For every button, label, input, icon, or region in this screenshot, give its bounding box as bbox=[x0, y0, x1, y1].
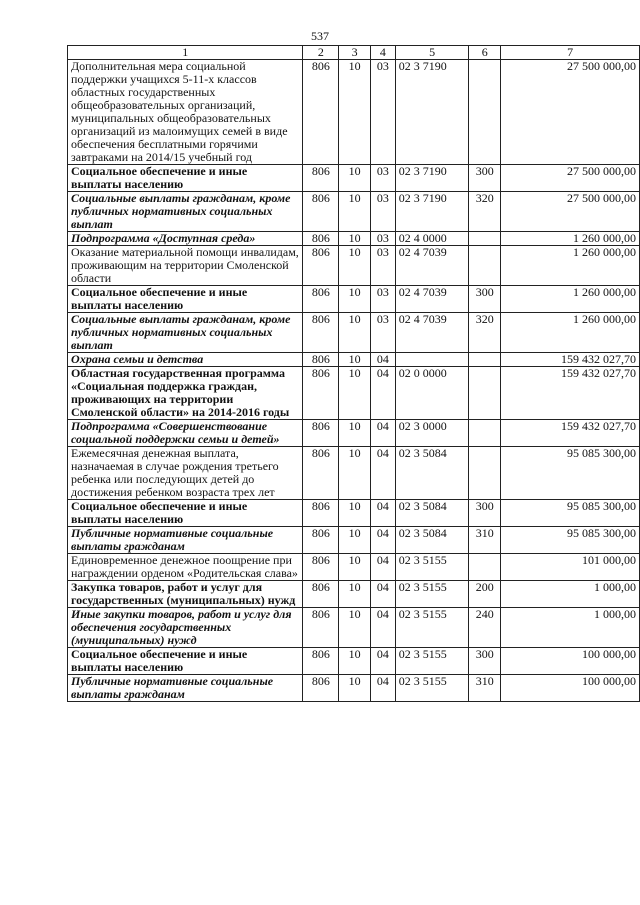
target-article-code-cell: 02 4 7039 bbox=[395, 246, 469, 286]
section-code-cell: 10 bbox=[339, 527, 371, 554]
item-name-cell: Социальное обеспечение и иные выплаты населению bbox=[68, 648, 303, 675]
amount-cell: 27 500 000,00 bbox=[501, 192, 640, 232]
expense-type-code-cell bbox=[469, 447, 501, 500]
expense-type-code-cell: 300 bbox=[469, 648, 501, 675]
target-article-code-cell: 02 4 0000 bbox=[395, 232, 469, 246]
amount-cell: 95 085 300,00 bbox=[501, 527, 640, 554]
item-name-cell: Закупка товаров, работ и услуг для государственных (муниципальных) нужд bbox=[68, 581, 303, 608]
ministry-code-cell: 806 bbox=[303, 648, 339, 675]
table-header-row bbox=[68, 46, 640, 60]
item-name-cell: Публичные нормативные социальные выплаты гражданам bbox=[68, 527, 303, 554]
table-row bbox=[68, 420, 640, 447]
ministry-code-cell: 806 bbox=[303, 554, 339, 581]
ministry-code-cell: 806 bbox=[303, 286, 339, 313]
target-article-code-cell: 02 3 5155 bbox=[395, 608, 469, 648]
expense-type-code-cell bbox=[469, 367, 501, 420]
target-article-code-cell: 02 3 5155 bbox=[395, 581, 469, 608]
expense-type-code-cell: 300 bbox=[469, 286, 501, 313]
ministry-code-cell: 806 bbox=[303, 420, 339, 447]
target-article-code-cell: 02 3 5155 bbox=[395, 554, 469, 581]
amount-cell: 159 432 027,70 bbox=[501, 353, 640, 367]
subsection-code-cell: 03 bbox=[370, 192, 395, 232]
item-name-cell: Подпрограмма «Доступная среда» bbox=[68, 232, 303, 246]
table-row bbox=[68, 192, 640, 232]
expense-type-code-cell bbox=[469, 246, 501, 286]
expense-type-code-cell: 310 bbox=[469, 527, 501, 554]
subsection-code-cell: 04 bbox=[370, 447, 395, 500]
item-name-cell: Социальное обеспечение и иные выплаты населению bbox=[68, 165, 303, 192]
section-code-cell: 10 bbox=[339, 675, 371, 702]
budget-table bbox=[67, 45, 640, 702]
target-article-code-cell: 02 4 7039 bbox=[395, 286, 469, 313]
amount-cell: 1 260 000,00 bbox=[501, 313, 640, 353]
table-row bbox=[68, 246, 640, 286]
table-row bbox=[68, 353, 640, 367]
amount-cell: 100 000,00 bbox=[501, 675, 640, 702]
table-row bbox=[68, 608, 640, 648]
amount-cell: 101 000,00 bbox=[501, 554, 640, 581]
amount-cell: 1 000,00 bbox=[501, 581, 640, 608]
subsection-code-cell: 03 bbox=[370, 60, 395, 165]
ministry-code-cell: 806 bbox=[303, 500, 339, 527]
amount-cell: 27 500 000,00 bbox=[501, 60, 640, 165]
section-code-cell: 10 bbox=[339, 286, 371, 313]
target-article-code-cell: 02 3 5084 bbox=[395, 447, 469, 500]
target-article-code-cell: 02 3 5155 bbox=[395, 648, 469, 675]
table-row bbox=[68, 60, 640, 165]
section-code-cell: 10 bbox=[339, 60, 371, 165]
table-row bbox=[68, 554, 640, 581]
expense-type-code-cell: 300 bbox=[469, 500, 501, 527]
table-row bbox=[68, 648, 640, 675]
item-name-cell: Социальное обеспечение и иные выплаты населению bbox=[68, 286, 303, 313]
target-article-code-cell bbox=[395, 353, 469, 367]
expense-type-code-cell: 300 bbox=[469, 165, 501, 192]
subsection-code-cell: 03 bbox=[370, 313, 395, 353]
subsection-code-cell: 03 bbox=[370, 246, 395, 286]
subsection-code-cell: 04 bbox=[370, 527, 395, 554]
amount-cell: 27 500 000,00 bbox=[501, 165, 640, 192]
ministry-code-cell: 806 bbox=[303, 313, 339, 353]
amount-cell: 95 085 300,00 bbox=[501, 447, 640, 500]
item-name-cell: Публичные нормативные социальные выплаты гражданам bbox=[68, 675, 303, 702]
table-row bbox=[68, 232, 640, 246]
table-row bbox=[68, 165, 640, 192]
target-article-code-cell: 02 0 0000 bbox=[395, 367, 469, 420]
subsection-code-cell: 04 bbox=[370, 500, 395, 527]
ministry-code-cell: 806 bbox=[303, 192, 339, 232]
amount-cell: 100 000,00 bbox=[501, 648, 640, 675]
ministry-code-cell: 806 bbox=[303, 527, 339, 554]
item-name-cell: Единовременное денежное поощрение при награждении орденом «Родительская слава» bbox=[68, 554, 303, 581]
column-header-6: 6 bbox=[469, 46, 501, 60]
ministry-code-cell: 806 bbox=[303, 608, 339, 648]
section-code-cell: 10 bbox=[339, 192, 371, 232]
section-code-cell: 10 bbox=[339, 554, 371, 581]
subsection-code-cell: 04 bbox=[370, 353, 395, 367]
expense-type-code-cell bbox=[469, 420, 501, 447]
subsection-code-cell: 03 bbox=[370, 286, 395, 313]
section-code-cell: 10 bbox=[339, 165, 371, 192]
column-header-7: 7 bbox=[501, 46, 640, 60]
column-header-3: 3 bbox=[339, 46, 371, 60]
target-article-code-cell: 02 3 5155 bbox=[395, 675, 469, 702]
expense-type-code-cell: 320 bbox=[469, 313, 501, 353]
amount-cell: 1 260 000,00 bbox=[501, 286, 640, 313]
ministry-code-cell: 806 bbox=[303, 246, 339, 286]
target-article-code-cell: 02 3 7190 bbox=[395, 192, 469, 232]
expense-type-code-cell: 240 bbox=[469, 608, 501, 648]
amount-cell: 1 260 000,00 bbox=[501, 232, 640, 246]
section-code-cell: 10 bbox=[339, 500, 371, 527]
subsection-code-cell: 04 bbox=[370, 420, 395, 447]
target-article-code-cell: 02 3 7190 bbox=[395, 165, 469, 192]
section-code-cell: 10 bbox=[339, 353, 371, 367]
amount-cell: 159 432 027,70 bbox=[501, 420, 640, 447]
expense-type-code-cell bbox=[469, 60, 501, 165]
table-row bbox=[68, 286, 640, 313]
section-code-cell: 10 bbox=[339, 420, 371, 447]
subsection-code-cell: 04 bbox=[370, 554, 395, 581]
table-row bbox=[68, 447, 640, 500]
expense-type-code-cell: 310 bbox=[469, 675, 501, 702]
section-code-cell: 10 bbox=[339, 608, 371, 648]
ministry-code-cell: 806 bbox=[303, 367, 339, 420]
section-code-cell: 10 bbox=[339, 367, 371, 420]
target-article-code-cell: 02 3 5084 bbox=[395, 527, 469, 554]
item-name-cell: Социальные выплаты гражданам, кроме публичных нормативных социальных выплат bbox=[68, 313, 303, 353]
subsection-code-cell: 04 bbox=[370, 648, 395, 675]
target-article-code-cell: 02 3 0000 bbox=[395, 420, 469, 447]
item-name-cell: Охрана семьи и детства bbox=[68, 353, 303, 367]
item-name-cell: Подпрограмма «Совершенствование социальной поддержки семьи и детей» bbox=[68, 420, 303, 447]
section-code-cell: 10 bbox=[339, 246, 371, 286]
ministry-code-cell: 806 bbox=[303, 581, 339, 608]
section-code-cell: 10 bbox=[339, 581, 371, 608]
item-name-cell: Областная государственная программа «Социальная поддержка граждан, проживающих на территории Смоленской области» на 2014-2016 годы bbox=[68, 367, 303, 420]
section-code-cell: 10 bbox=[339, 313, 371, 353]
subsection-code-cell: 04 bbox=[370, 367, 395, 420]
expense-type-code-cell bbox=[469, 353, 501, 367]
column-header-4: 4 bbox=[370, 46, 395, 60]
item-name-cell: Иные закупки товаров, работ и услуг для обеспечения государственных (муниципальных) нужд bbox=[68, 608, 303, 648]
subsection-code-cell: 04 bbox=[370, 581, 395, 608]
ministry-code-cell: 806 bbox=[303, 447, 339, 500]
subsection-code-cell: 04 bbox=[370, 675, 395, 702]
section-code-cell: 10 bbox=[339, 232, 371, 246]
table-row bbox=[68, 367, 640, 420]
amount-cell: 1 000,00 bbox=[501, 608, 640, 648]
item-name-cell: Социальное обеспечение и иные выплаты населению bbox=[68, 500, 303, 527]
amount-cell: 95 085 300,00 bbox=[501, 500, 640, 527]
ministry-code-cell: 806 bbox=[303, 353, 339, 367]
table-row bbox=[68, 527, 640, 554]
column-header-1: 1 bbox=[68, 46, 303, 60]
table-row bbox=[68, 675, 640, 702]
target-article-code-cell: 02 3 5084 bbox=[395, 500, 469, 527]
item-name-cell: Социальные выплаты гражданам, кроме публичных нормативных социальных выплат bbox=[68, 192, 303, 232]
subsection-code-cell: 03 bbox=[370, 165, 395, 192]
item-name-cell: Дополнительная мера социальной поддержки учащихся 5-11-х классов областных государственных общеобразовательных организаций, муниципальных общеобразовательных организаций из малоимущих семей в виде обеспечения бесплатными горячими завтраками на 2014/15 учебный год bbox=[68, 60, 303, 165]
table-row bbox=[68, 500, 640, 527]
section-code-cell: 10 bbox=[339, 648, 371, 675]
ministry-code-cell: 806 bbox=[303, 232, 339, 246]
section-code-cell: 10 bbox=[339, 447, 371, 500]
table-row bbox=[68, 313, 640, 353]
amount-cell: 159 432 027,70 bbox=[501, 367, 640, 420]
expense-type-code-cell bbox=[469, 232, 501, 246]
subsection-code-cell: 04 bbox=[370, 608, 395, 648]
expense-type-code-cell: 200 bbox=[469, 581, 501, 608]
expense-type-code-cell: 320 bbox=[469, 192, 501, 232]
item-name-cell: Ежемесячная денежная выплата, назначаемая в случае рождения третьего ребенка или последующих детей до достижения ребенком возраста трех лет bbox=[68, 447, 303, 500]
ministry-code-cell: 806 bbox=[303, 60, 339, 165]
table-row bbox=[68, 581, 640, 608]
column-header-5: 5 bbox=[395, 46, 469, 60]
item-name-cell: Оказание материальной помощи инвалидам, проживающим на территории Смоленской области bbox=[68, 246, 303, 286]
expense-type-code-cell bbox=[469, 554, 501, 581]
target-article-code-cell: 02 4 7039 bbox=[395, 313, 469, 353]
amount-cell: 1 260 000,00 bbox=[501, 246, 640, 286]
column-header-2: 2 bbox=[303, 46, 339, 60]
ministry-code-cell: 806 bbox=[303, 675, 339, 702]
page-number: 537 bbox=[311, 29, 329, 43]
target-article-code-cell: 02 3 7190 bbox=[395, 60, 469, 165]
subsection-code-cell: 03 bbox=[370, 232, 395, 246]
ministry-code-cell: 806 bbox=[303, 165, 339, 192]
